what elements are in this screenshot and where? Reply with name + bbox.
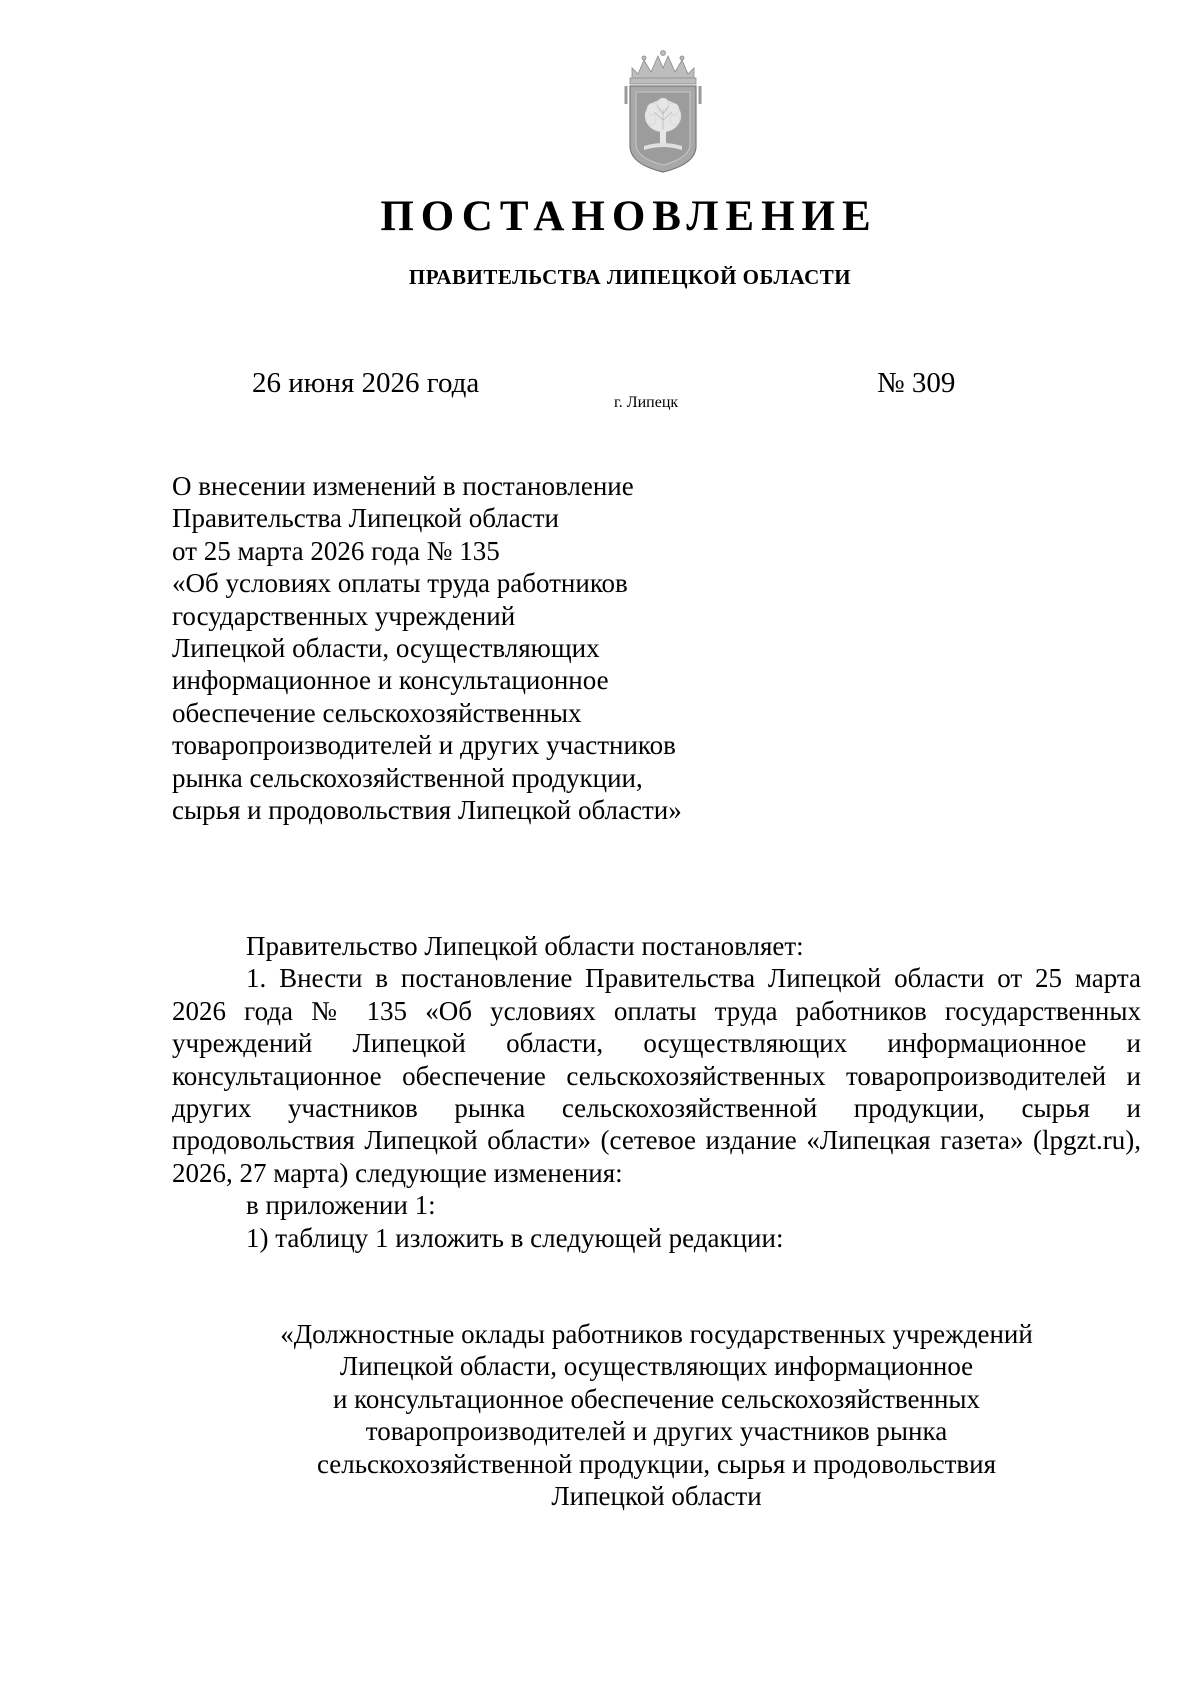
subject-line: рынка сельскохозяйственной продукции,	[172, 762, 643, 793]
subject-line: Липецкой области, осуществляющих	[172, 633, 600, 664]
issuer-title: ПРАВИТЕЛЬСТВА ЛИПЕЦКОЙ ОБЛАСТИ	[408, 265, 852, 289]
document-type-title: ПОСТАНОВЛЕНИЕ	[380, 193, 878, 240]
appendix-title-line: «Должностные оклады работников государственных учреждений	[280, 1319, 1033, 1349]
appendix-table-title	[172, 1318, 1141, 1512]
appendix-title-line: Липецкой области, осуществляющих информационное	[339, 1351, 974, 1382]
subject-line: Правительства Липецкой области	[172, 503, 560, 534]
document-date: 26 июня 2026 года	[252, 367, 480, 399]
subject-line: товаропроизводителей и других участников	[172, 730, 676, 761]
document-number: № 309	[877, 367, 956, 399]
document-city: г. Липецк	[614, 394, 679, 411]
subject-line: сырья и продовольствия Липецкой области»	[172, 795, 682, 826]
appendix-title-line: и консультационное обеспечение сельскохозяйственных	[332, 1383, 981, 1414]
appendix-title-line: Липецкой области	[551, 1481, 762, 1512]
subject-line: О внесении изменений в постановление	[172, 471, 634, 501]
subject-line: «Об условиях оплаты труда работников	[172, 568, 628, 599]
document-body	[172, 930, 1141, 1254]
appendix-title-line: сельскохозяйственной продукции, сырья и продовольствия	[316, 1448, 997, 1479]
body-appendix-ref: в приложении 1:	[246, 1190, 436, 1221]
body-subitem-1: 1) таблицу 1 изложить в следующей редакции:	[246, 1222, 784, 1253]
subject-line: от 25 марта 2026 года № 135	[172, 535, 500, 566]
appendix-title-line: товаропроизводителей и других участников рынка	[365, 1416, 948, 1447]
document-subject	[172, 470, 812, 826]
coat-of-arms-icon	[618, 46, 708, 176]
body-item-1: 1. Внести в постановление Правительства Липецкой области от 25 марта 2026 года № 135 «Об условиях оплаты труда работников государственных учреждений Липецкой области, осуществляющих информационное и консультационное обеспечение сельскохозяйственных товаропроизводителей и других участников рынка сельскохозяйственной продукции, сырья и продовольствия Липецкой области» (сетевое издание «Липецкая газета» (lpgzt.ru), 2026, 27 марта) следующие изменения:	[172, 963, 1141, 1188]
subject-line: государственных учреждений	[172, 600, 516, 631]
subject-line: обеспечение сельскохозяйственных	[172, 697, 582, 728]
subject-line: информационное и консультационное	[172, 665, 609, 696]
body-intro: Правительство Липецкой области постановляет:	[246, 931, 804, 961]
